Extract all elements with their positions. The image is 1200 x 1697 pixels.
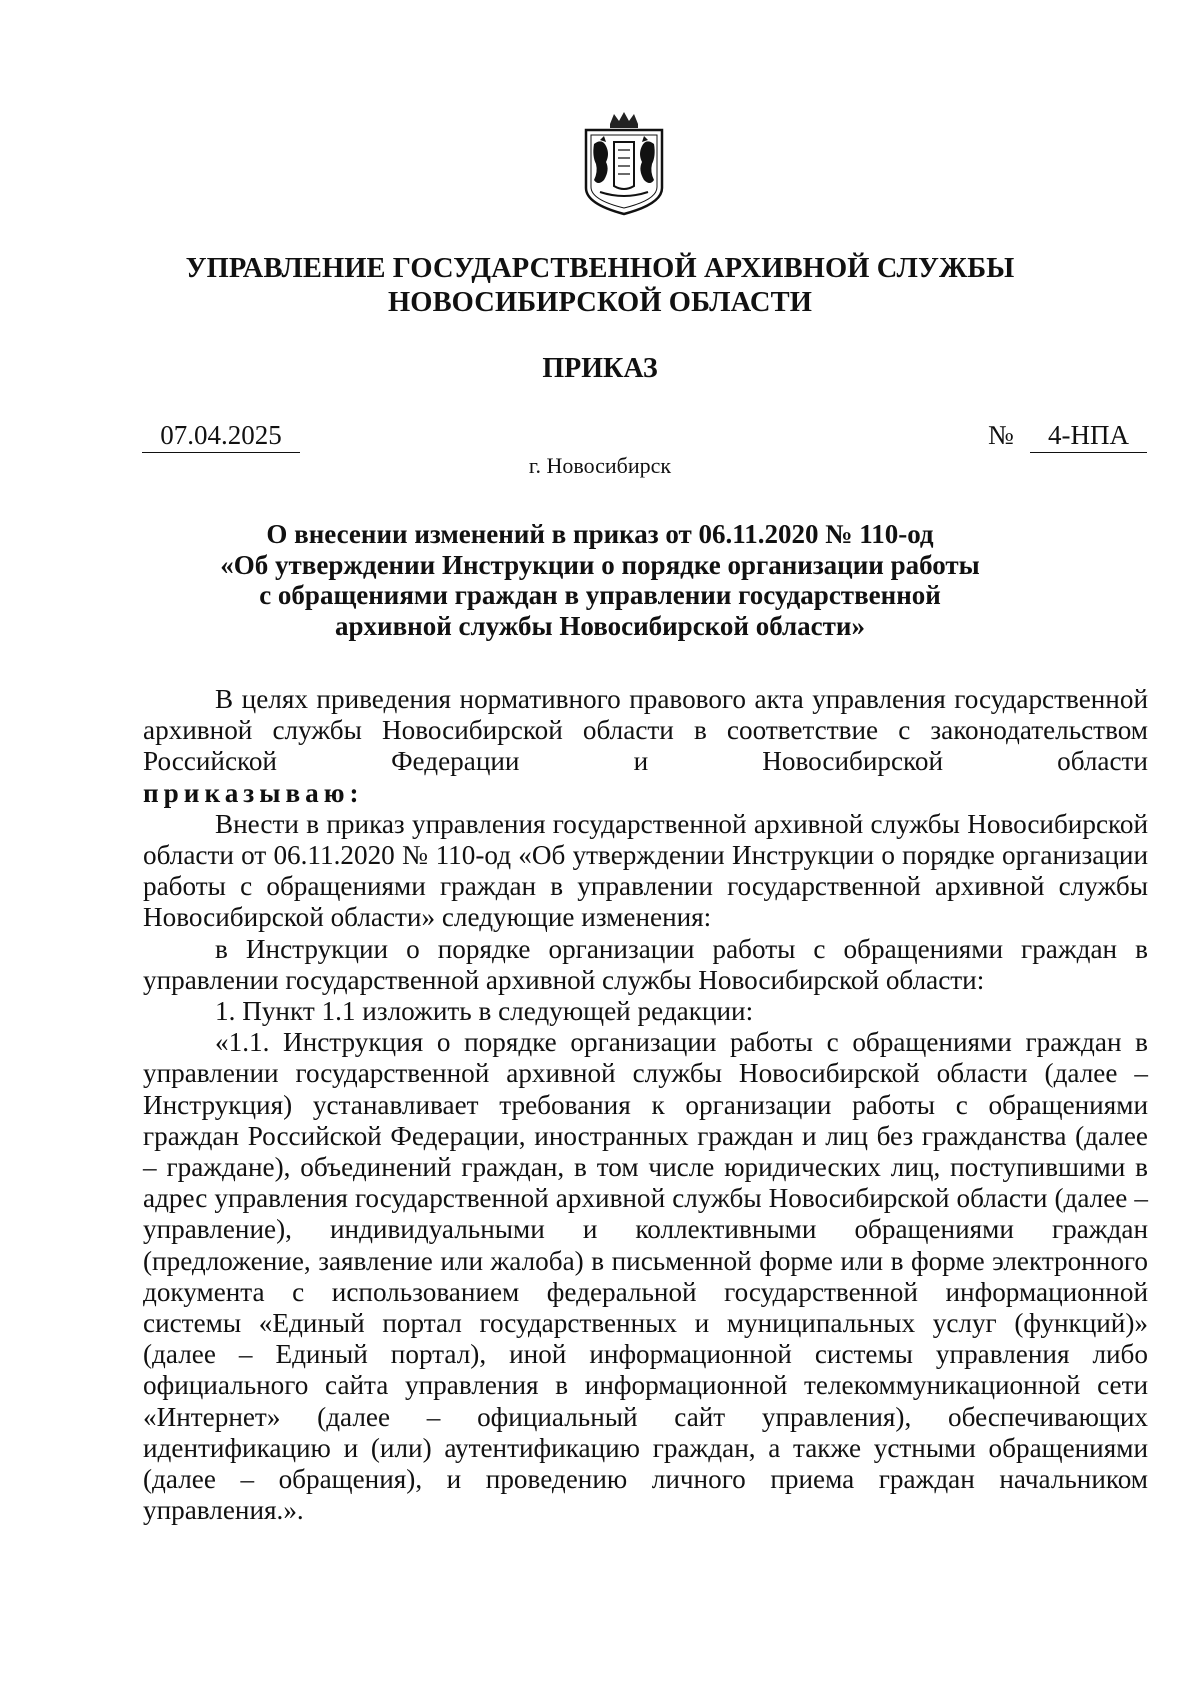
subject-line: «Об утверждении Инструкции о порядке организации работы bbox=[220, 549, 980, 580]
number-sign: № bbox=[988, 420, 1014, 450]
org-name-line-1: УПРАВЛЕНИЕ ГОСУДАРСТВЕННОЙ АРХИВНОЙ СЛУЖБЫ bbox=[185, 253, 1015, 284]
document-date: 07.04.2025 bbox=[142, 420, 300, 453]
document-subject bbox=[0, 519, 1200, 641]
document-type: ПРИКАЗ bbox=[542, 353, 658, 384]
org-name-line-2: НОВОСИБИРСКОЙ ОБЛАСТИ bbox=[388, 287, 812, 318]
body-paragraph: 1. Пункт 1.1 изложить в следующей редакции: bbox=[215, 996, 754, 1027]
subject-line: архивной службы Новосибирской области» bbox=[335, 610, 865, 641]
preamble-paragraph: В целях приведения нормативного правового акта управления государственной архивной службы Новосибирской области в соответствие с законодательством Российской Федерации и Новосибирской области bbox=[143, 684, 1148, 777]
coat-of-arms-icon bbox=[580, 110, 668, 220]
decree-word: приказываю: bbox=[143, 777, 364, 808]
document-number: 4-НПА bbox=[1030, 420, 1147, 453]
document-city: г. Новосибирск bbox=[528, 453, 672, 478]
subject-line: с обращениями граждан в управлении государственной bbox=[259, 580, 941, 610]
body-paragraph: в Инструкции о порядке организации работы с обращениями граждан в управлении государственной архивной службы Новосибирской области: bbox=[143, 933, 1148, 995]
body-paragraph: «1.1. Инструкция о порядке организации работы с обращениями граждан в управлении государственной архивной службы Новосибирской области (далее – Инструкция) устанавливает требования к организации работы с обращениями граждан Российской Федерации, иностранных граждан и лиц без гражданства (далее – граждане), объединений граждан, в том числе юридических лиц, поступившими в адрес управления государственной архивной службы Новосибирской области (далее – управление), индивидуальными и коллективными обращениями граждан (предложение, заявление или жалоба) в письменной форме или в форме электронного документа с использованием федеральной государственной информационной системы «Единый портал государственных и муниципальных услуг (функций)» (далее – Единый портал), иной информационной системы управления либо официального сайта управления в информационной телекоммуникационной сети «Интернет» (далее – официальный сайт управления), обеспечивающих идентификацию и (или) аутентификацию граждан, а также устными обращениями (далее – обращения), и проведению личного приема граждан начальником управления.». bbox=[143, 1027, 1148, 1526]
document-body bbox=[143, 684, 1148, 1526]
body-paragraph: Внести в приказ управления государственной архивной службы Новосибирской области от 06.11.2020 № 110-од «Об утверждении Инструкции о порядке организации работы с обращениями граждан в управлении государственной архивной службы Новосибирской области» следующие изменения: bbox=[143, 808, 1148, 933]
subject-line: О внесении изменений в приказ от 06.11.2020 № 110-од bbox=[266, 519, 934, 549]
